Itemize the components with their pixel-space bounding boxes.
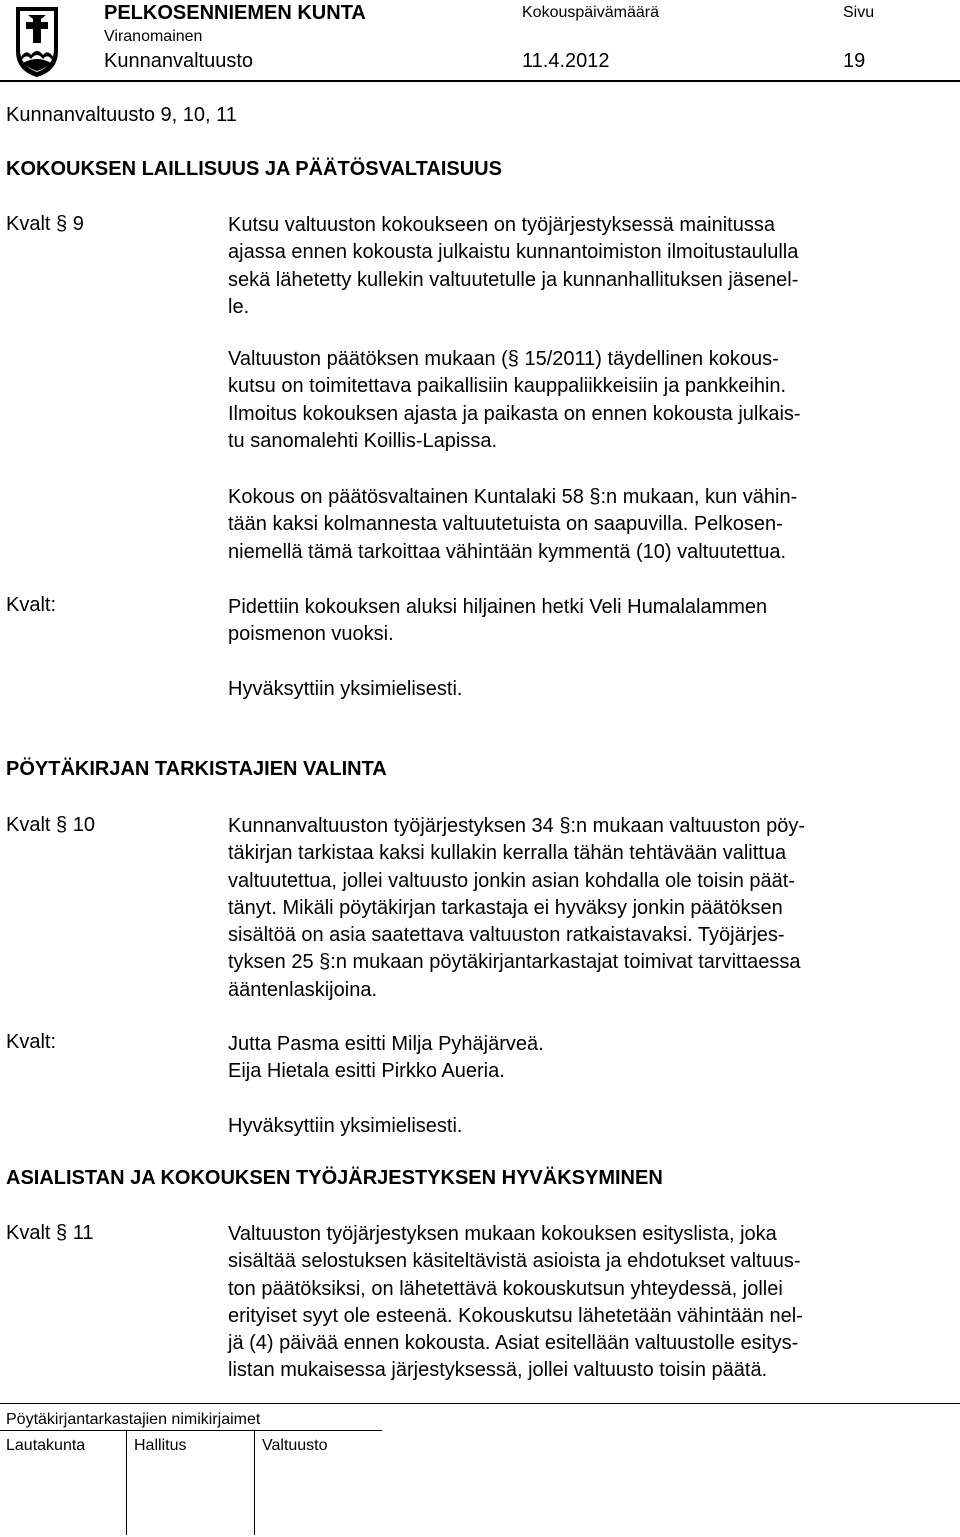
items-line: Kunnanvaltuusto 9, 10, 11 bbox=[6, 104, 237, 126]
footer-body-hallitus: Hallitus bbox=[134, 1437, 187, 1454]
footer-body-lautakunta: Lautakunta bbox=[6, 1437, 86, 1454]
approval-text: Hyväksyttiin yksimielisesti. bbox=[228, 1115, 463, 1137]
decision-label: Kvalt: bbox=[6, 1031, 57, 1053]
signature-box-hallitus bbox=[127, 1430, 255, 1535]
signature-box-valtuusto bbox=[255, 1430, 382, 1535]
decision-label: Kvalt: bbox=[6, 594, 57, 616]
decision-text: Pidettiin kokouksen aluksi hiljainen hetki Veli Humalalammen poismenon vuoksi. bbox=[228, 596, 768, 646]
section-paragraph: Valtuuston työjärjestyksen mukaan kokouksen esityslista, joka sisältää selostuksen käsiteltävistä asioista ja ehdotukset valtuus- ton päätöksiksi, on lähetettävä kokouskutsun yhteydessä, jollei erityiset syyt ole esteenä. Kokouskutsu lähetetään vähintään nel- jä (4) päivää ennen kokousta. Asiat esitellään valtuustolle esitys- listan mukaisessa järjestyksessä, jollei valtuusto toisin päätä. bbox=[228, 1223, 803, 1382]
municipal-crest-icon bbox=[14, 5, 60, 79]
footer-divider bbox=[0, 1403, 960, 1404]
section-title: PÖYTÄKIRJAN TARKISTAJIEN VALINTA bbox=[6, 758, 387, 780]
date-label: Kokouspäivämäärä bbox=[522, 4, 659, 21]
signature-box-lautakunta bbox=[0, 1430, 127, 1535]
header-divider bbox=[0, 80, 960, 82]
footer-body-valtuusto: Valtuusto bbox=[262, 1437, 328, 1454]
section-paragraph: Kunnanvaltuuston työjärjestyksen 34 §:n mukaan valtuuston pöy- täkirjan tarkistaa kaksi kullakin kerralla tähän tehtävään valittua valtuutettua, jollei valtuusto jonkin asian kohdalla ole toisin päät- tänyt. Mikäli pöytäkirjan tarkastaja ei hyväksy jonkin päätöksen sisältöä on asia saatettava valtuuston ratkaistavaksi. Työjärjes- tyksen 25 §:n mukaan pöytäkirjantarkastajat toimivat tarvittaessa ääntenlaskijoina. bbox=[228, 815, 806, 1001]
section-paragraph: Kutsu valtuuston kokoukseen on työjärjestyksessä mainitussa ajassa ennen kokousta julkaistu kunnantoimiston ilmoitustaululla sekä lähetetty kullekin valtuutetulle ja kunnanhallituksen jäsenel- le. bbox=[228, 214, 799, 318]
section-paragraph: Kokous on päätösvaltainen Kuntalaki 58 §:n mukaan, kun vähin- tään kaksi kolmannesta valtuutetuista on saapuvilla. Pelkosen- niemellä tämä tarkoittaa vähintään kymmentä (10) valtuutettua. bbox=[228, 486, 798, 563]
decision-text: Jutta Pasma esitti Milja Pyhäjärveä. Eija Hietala esitti Pirkko Aueria. bbox=[228, 1033, 544, 1083]
signatures-label: Pöytäkirjantarkastajien nimikirjaimet bbox=[6, 1411, 261, 1428]
authority-label: Viranomainen bbox=[104, 28, 203, 45]
section-ref: Kvalt § 9 bbox=[6, 213, 84, 235]
organization-name: PELKOSENNIEMEN KUNTA bbox=[104, 2, 366, 24]
section-ref: Kvalt § 10 bbox=[6, 814, 95, 836]
section-paragraph: Valtuuston päätöksen mukaan (§ 15/2011) täydellinen kokous- kutsu on toimitettava paikallisiin kauppaliikkeisiin ja pankkeihin. Ilmoitus kokouksen ajasta ja paikasta on ennen kokousta julkais- tu sanomalehti Koillis-Lapissa. bbox=[228, 348, 801, 452]
section-ref: Kvalt § 11 bbox=[6, 1222, 94, 1244]
section-title: ASIALISTAN JA KOKOUKSEN TYÖJÄRJESTYKSEN HYVÄKSYMINEN bbox=[6, 1167, 663, 1189]
section-title: KOKOUKSEN LAILLISUUS JA PÄÄTÖSVALTAISUUS bbox=[6, 158, 502, 180]
page-label: Sivu bbox=[843, 4, 875, 21]
page-number: 19 bbox=[843, 50, 866, 72]
approval-text: Hyväksyttiin yksimielisesti. bbox=[228, 678, 463, 700]
authority-name: Kunnanvaltuusto bbox=[104, 50, 254, 72]
meeting-date: 11.4.2012 bbox=[522, 50, 610, 72]
